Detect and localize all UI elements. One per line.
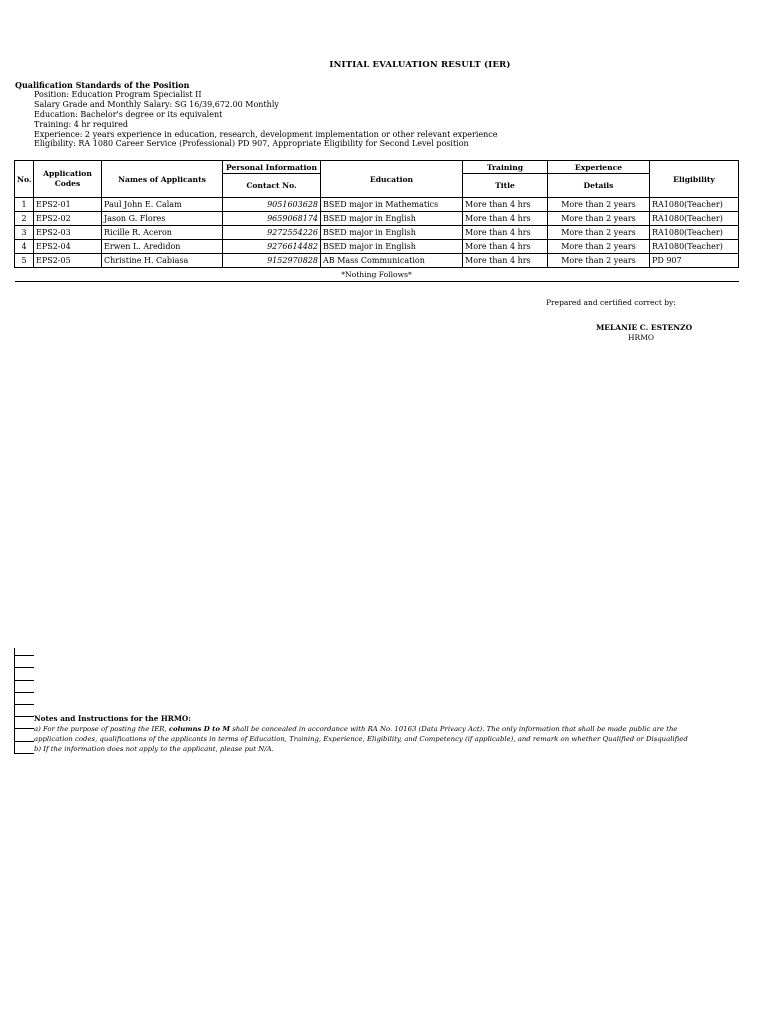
cell-education: BSED major in English [321, 212, 463, 226]
row-rule [14, 680, 34, 681]
row-rule [14, 655, 34, 656]
cell-experience: More than 2 years [548, 226, 650, 240]
header-training: Training [463, 161, 548, 174]
header-eligibility: Eligibility [650, 161, 739, 198]
cell-education: BSED major in English [321, 226, 463, 240]
left-margin-rule [14, 648, 15, 754]
qs-salary: Salary Grade and Monthly Salary: SG 16/39,672.00 Monthly [34, 100, 279, 109]
cell-contact: 9051603628 [223, 198, 321, 212]
cell-code: EPS2-01 [34, 198, 102, 212]
header-experience-details: Details [548, 174, 650, 198]
cell-name: Paul John E. Calam [102, 198, 223, 212]
cell-name: Erwen L. Aredidon [102, 240, 223, 254]
cell-eligibility: RA1080(Teacher) [650, 226, 739, 240]
header-application-codes: Application Codes [34, 161, 102, 198]
qs-education: Education: Bachelor's degree or its equivalent [34, 110, 223, 119]
nothing-follows-row [15, 268, 739, 282]
note-b: b) If the information does not apply to the applicant, please put N/A. [34, 745, 274, 753]
cell-name: Christine H. Cabiasa [102, 254, 223, 268]
row-rule [14, 692, 34, 693]
qualification-standards-heading: Qualification Standards of the Position [15, 80, 190, 90]
cell-training: More than 4 hrs [463, 198, 548, 212]
cell-training: More than 4 hrs [463, 240, 548, 254]
row-rule [14, 728, 34, 729]
cell-eligibility: RA1080(Teacher) [650, 198, 739, 212]
header-no: No. [15, 161, 34, 198]
table-row [15, 226, 739, 240]
cell-training: More than 4 hrs [463, 226, 548, 240]
cell-name: Ricille R. Aceron [102, 226, 223, 240]
cell-code: EPS2-05 [34, 254, 102, 268]
header-education: Education [321, 161, 463, 198]
note-a-columns: columns D to M [168, 725, 230, 733]
cell-code: EPS2-03 [34, 226, 102, 240]
table-row [15, 240, 739, 254]
cell-no: 1 [15, 198, 34, 212]
qs-position: Position: Education Program Specialist II [34, 90, 202, 99]
row-rule [14, 753, 34, 754]
cell-contact: 9152970828 [223, 254, 321, 268]
note-a-line2: application codes, qualifications of the applicants in terms of Education, Training, Experience, Eligibility, and Competency (if applicable), and remark on whether Qualified or Disqualified [34, 735, 688, 743]
cell-no: 3 [15, 226, 34, 240]
cell-no: 5 [15, 254, 34, 268]
cell-code: EPS2-02 [34, 212, 102, 226]
header-names: Names of Applicants [102, 161, 223, 198]
header-personal-information: Personal Information [223, 161, 321, 174]
cell-training: More than 4 hrs [463, 212, 548, 226]
qs-experience: Experience: 2 years experience in education, research, development implementation or other relevant experience [34, 130, 498, 139]
ier-table [14, 160, 739, 282]
cell-no: 4 [15, 240, 34, 254]
cell-eligibility: RA1080(Teacher) [650, 212, 739, 226]
document-title: INITIAL EVALUATION RESULT (IER) [329, 60, 511, 70]
nothing-follows: *Nothing Follows* [15, 268, 739, 282]
cell-eligibility: PD 907 [650, 254, 739, 268]
cell-education: AB Mass Communication [321, 254, 463, 268]
table-row [15, 198, 739, 212]
signatory-name: MELANIE C. ESTENZO [596, 323, 693, 332]
table-row [15, 212, 739, 226]
note-a-text: shall be concealed in accordance with RA No. 10163 (Data Privacy Act). The only information that shall be made public are the [232, 725, 678, 733]
row-rule [14, 704, 34, 705]
cell-contact: 9272554226 [223, 226, 321, 240]
note-a [34, 725, 738, 733]
header-experience: Experience [548, 161, 650, 174]
cell-no: 2 [15, 212, 34, 226]
cell-experience: More than 2 years [548, 240, 650, 254]
header-contact-no: Contact No. [223, 174, 321, 198]
cell-code: EPS2-04 [34, 240, 102, 254]
table-row [15, 254, 739, 268]
note-a-prefix: a) For the purpose of posting the IER, [34, 725, 167, 733]
signatory-role: HRMO [628, 333, 655, 342]
cell-experience: More than 2 years [548, 254, 650, 268]
row-rule [14, 716, 34, 717]
cell-contact: 9276614482 [223, 240, 321, 254]
cell-education: BSED major in Mathematics [321, 198, 463, 212]
cell-name: Jason G. Flores [102, 212, 223, 226]
cell-eligibility: RA1080(Teacher) [650, 240, 739, 254]
cell-experience: More than 2 years [548, 212, 650, 226]
cell-experience: More than 2 years [548, 198, 650, 212]
cell-contact: 9659068174 [223, 212, 321, 226]
cell-training: More than 4 hrs [463, 254, 548, 268]
row-rule [14, 741, 34, 742]
notes-heading: Notes and Instructions for the HRMO: [34, 714, 191, 723]
qs-training: Training: 4 hr required [34, 120, 128, 129]
prepared-by-label: Prepared and certified correct by: [546, 298, 676, 307]
header-training-title: Title [463, 174, 548, 198]
row-rule [14, 667, 34, 668]
qs-eligibility: Eligibility: RA 1080 Career Service (Professional) PD 907, Appropriate Eligibility for Second Level position [34, 139, 469, 148]
cell-education: BSED major in English [321, 240, 463, 254]
